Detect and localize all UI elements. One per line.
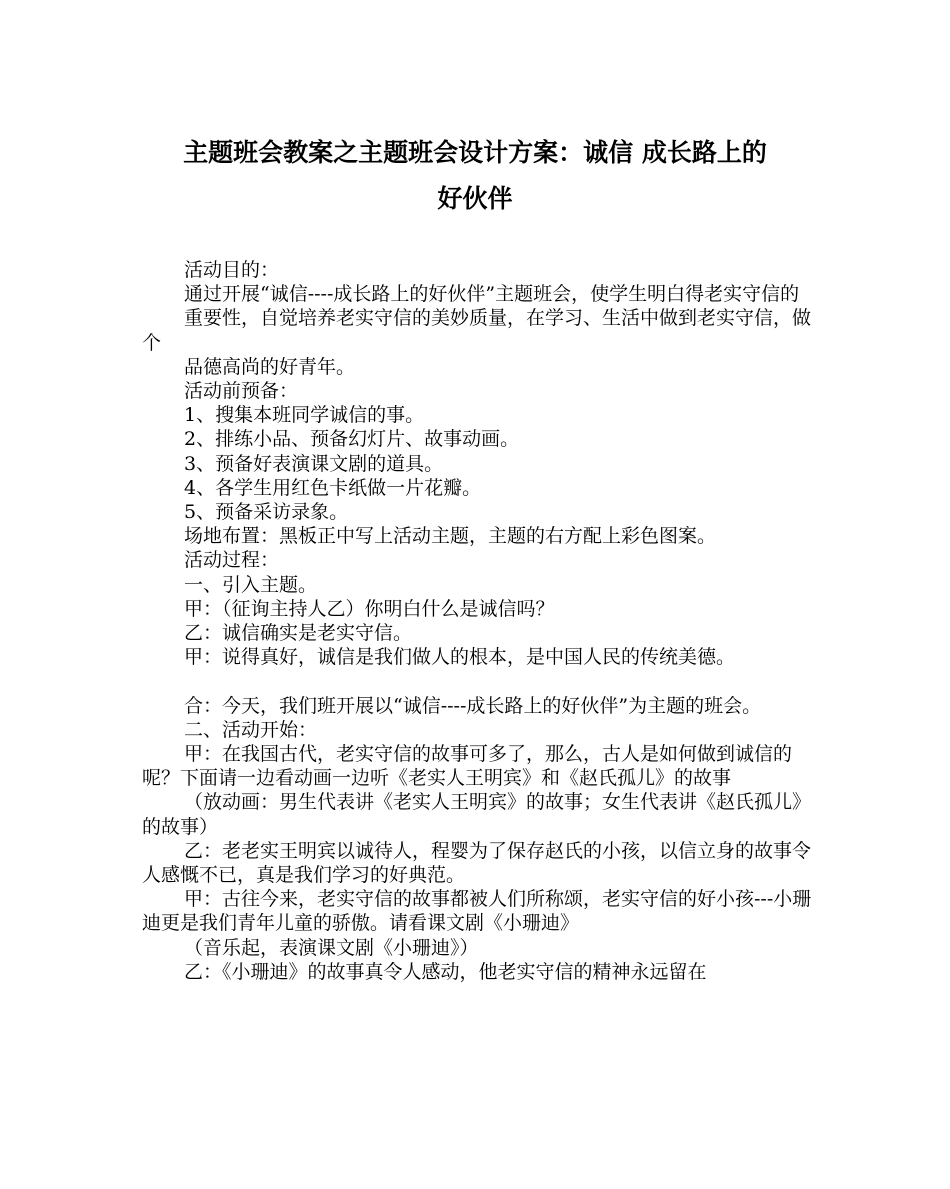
paragraph: 2、排练小品、预备幻灯片、故事动画。 <box>184 428 520 451</box>
title-line-2: 好伙伴 <box>437 184 513 213</box>
paragraph: 乙：《小珊迪》的故事真令人感动，他老实守信的精神永远留在 <box>184 960 707 983</box>
paragraph: 甲：在我国古代，老实守信的故事可多了，那么，古人是如何做到诚信的呢？下面请一边看动画一边听《老实人王明宾》和《赵氏孤儿》的故事 <box>142 743 793 790</box>
paragraph: 品德高尚的好青年。 <box>184 355 356 378</box>
paragraph: 甲：（征询主持人乙）你明白什么是诚信吗？ <box>184 597 555 620</box>
paragraph: 1、搜集本班同学诚信的事。 <box>184 404 425 427</box>
paragraph: 5、预备采访录象。 <box>184 501 349 524</box>
document-title <box>120 130 830 222</box>
paragraph: 二、活动开始： <box>184 718 318 741</box>
paragraph: （放动画：男生代表讲《老实人王明宾》的故事；女生代表讲《赵氏孤儿》的故事） <box>142 791 812 838</box>
paragraph: 乙：诚信确实是老实守信。 <box>184 622 413 645</box>
paragraph: 一、引入主题。 <box>184 573 318 596</box>
paragraph: 合：今天，我们班开展以“诚信----成长路上的好伙伴”为主题的班会。 <box>184 694 762 717</box>
paragraph: 活动目的： <box>184 259 280 281</box>
paragraph: 4、各学生用红色卡纸做一片花瓣。 <box>184 476 482 499</box>
paragraph: 场地布置：黑板正中写上活动主题，主题的右方配上彩色图案。 <box>184 525 717 548</box>
document-body <box>142 258 814 984</box>
paragraph: （音乐起，表演课文剧《小珊迪》） <box>184 936 479 959</box>
paragraph: 活动过程： <box>184 549 280 572</box>
paragraph: 甲：说得真好，诚信是我们做人的根本，是中国人民的传统美德。 <box>184 646 736 669</box>
paragraph: 通过开展“诚信----成长路上的好伙伴”主题班会，使学生明白得老实守信的 <box>184 283 800 306</box>
paragraph: 3、预备好表演课文剧的道具。 <box>184 452 444 475</box>
blank-line <box>142 669 814 693</box>
title-line-1: 主题班会教案之主题班会设计方案：诚信 成长路上的 <box>183 138 767 167</box>
paragraph: 乙：老老实王明宾以诚待人，程婴为了保存赵氏的小孩，以信立身的故事令人感慨不已，真是我们学习的好典范。 <box>142 839 812 887</box>
paragraph: 重要性，自觉培养老实守信的美妙质量，在学习、生活中做到老实守信，做个 <box>142 307 812 354</box>
paragraph: 活动前预备： <box>184 380 299 403</box>
paragraph: 甲：古往今来，老实守信的故事都被人们所称颂，老实守信的好小孩---小珊迪更是我们青年儿童的骄傲。请看课文剧《小珊迪》 <box>142 888 812 935</box>
